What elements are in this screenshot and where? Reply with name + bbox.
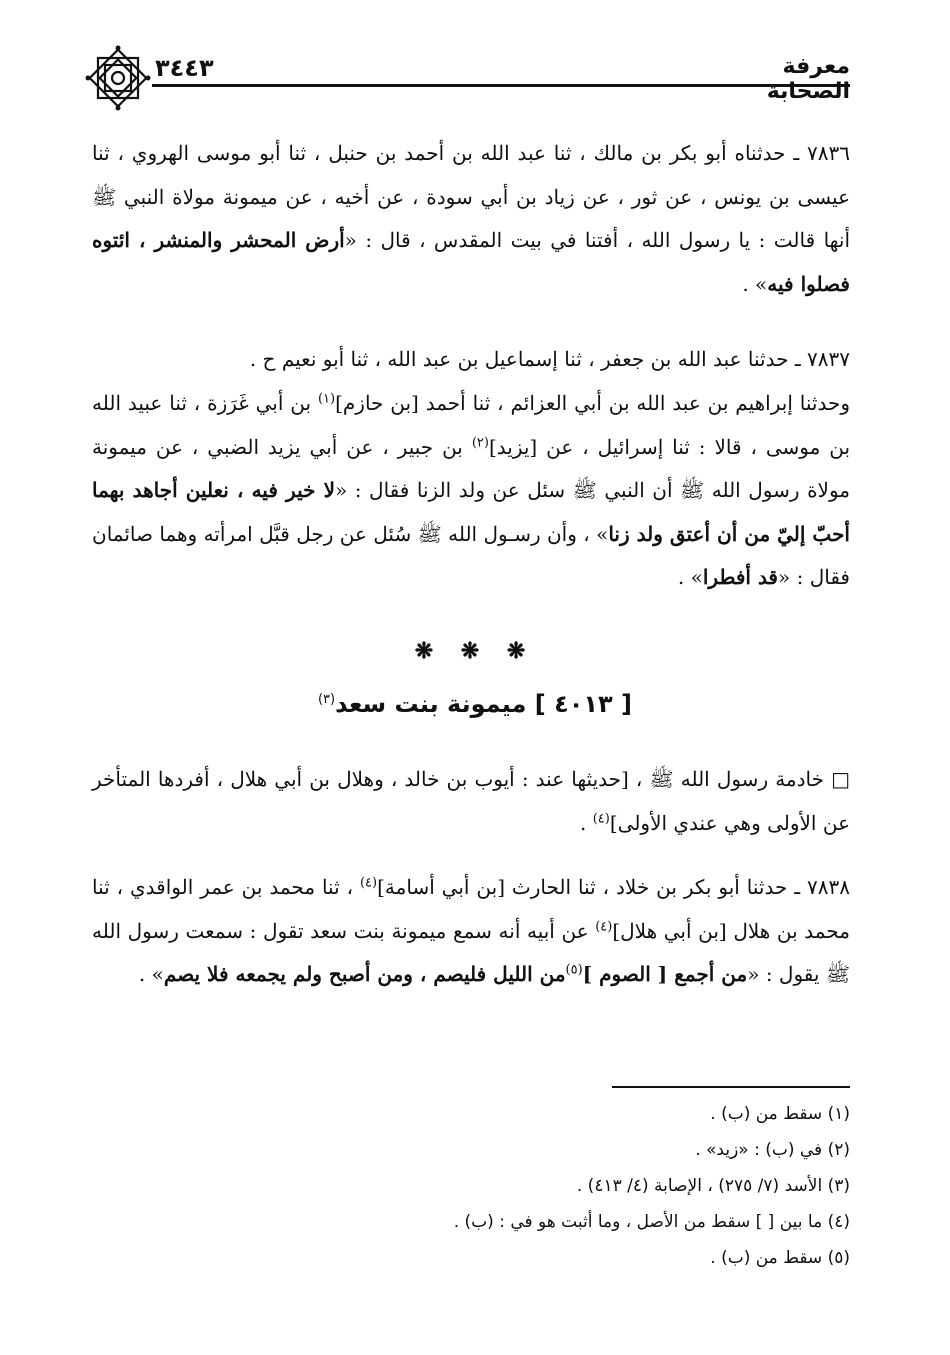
hadith-7837-quote-2: قد أفطرا xyxy=(702,565,778,589)
entry-heading xyxy=(0,690,950,718)
footnote-ref-3: (٣) xyxy=(317,692,336,707)
entry-title: [ ٤٠١٣ ] ميمونة بنت سعد xyxy=(335,690,633,718)
footnotes xyxy=(70,1096,850,1276)
hadith-7837-line1: ٧٨٣٧ ـ حدثنا عبد الله بن جعفر ، ثنا إسماعيل بن عبد الله ، ثنا أبو نعيم ح . xyxy=(249,347,850,371)
page-number: ٣٤٤٣ xyxy=(155,54,214,82)
footnote-5: (٥) سقط من (ب) . xyxy=(710,1248,850,1268)
footnote-ref-4: (٤) xyxy=(592,810,610,826)
hadith-7837-text-4: » ، وأن رسـول الله ﷺ سُئل عن رجل قبَّل امرأته وهما صائمان فقال : « xyxy=(92,521,850,589)
footnote-1: (١) سقط من (ب) . xyxy=(710,1104,850,1124)
footnote-ref-5: (٥) xyxy=(565,962,583,978)
hadith-7837 xyxy=(92,382,850,600)
header-rule xyxy=(152,84,850,87)
footnote-ref-4b: (٤) xyxy=(359,875,378,891)
hadith-7837-text-2: بن أبي غَرَزة ، ثنا عبيد الله بن موسى ، قالا : ثنا إسرائيل ، عن [يزيد] xyxy=(92,391,851,459)
section-separator: ❋ ❋ ❋ xyxy=(414,638,536,664)
hadith-7838 xyxy=(92,866,850,997)
running-head-title: معرفة الصحابة xyxy=(766,54,850,104)
entry-description-end: . xyxy=(579,810,593,835)
footnote-2: (٢) في (ب) : «زيد» . xyxy=(695,1140,850,1160)
footnote-3: (٣) الأسد (٧/ ٢٧٥) ، الإصابة (٤/ ٤١٣) . xyxy=(576,1176,850,1196)
footnote-4: (٤) ما بين [ ] سقط من الأصل ، وما أثبت هو في : (ب) . xyxy=(453,1212,850,1232)
octagram-ornament-icon xyxy=(84,44,152,112)
hadith-7838-text-1: ٧٨٣٨ ـ حدثنا أبو بكر بن خلاد ، ثنا الحارث [بن أبي أسامة] xyxy=(377,875,851,899)
hadith-7838-end: » . xyxy=(138,962,164,986)
hadith-7837-text-3: بن جبير ، عن أبي يزيد الضبي ، عن ميمونة مولاة رسول الله ﷺ أن النبي ﷺ سئل عن ولد الزنا فقال : « xyxy=(92,434,850,502)
hadith-7837-isnad xyxy=(92,338,850,382)
hadith-7837-end: » . xyxy=(677,565,703,589)
hadith-7836-text: ٧٨٣٦ ـ حدثناه أبو بكر بن مالك ، ثنا عبد الله بن أحمد بن حنبل ، ثنا أبو موسى الهروي ، ثنا عيسى بن يونس ، عن ثور ، عن زياد بن أبي سودة ، عن أخيه ، عن ميمونة مولاة النبي ﷺ أنها قالت : يا رسول الله ، أفتنا في بيت المقدس ، قال : « xyxy=(92,141,851,252)
entry-description-text: □ خادمة رسول الله ﷺ ، [حديثها عند : أيوب بن خالد ، وهلال بن أبي هلال ، أفردها المتأخر عن الأولى وهي عندي الأولى] xyxy=(92,767,850,835)
footnote-ref-1: (١) xyxy=(317,391,336,407)
hadith-7838-quote-1: من أجمع [ الصوم ] xyxy=(582,962,748,986)
hadith-7836-quote: أرض المحشر والمنشر ، ائتوه فصلوا فيه xyxy=(92,228,850,296)
hadith-7838-text-2: ، ثنا محمد بن عمر الواقدي ، ثنا محمد بن هلال [بن أبي هلال] xyxy=(92,875,850,943)
hadith-7837-quote-1: لا خير فيه ، نعلين أجاهد بهما أحبّ إليّ من أن أعتق ولد زنا xyxy=(92,478,850,546)
hadith-7836-end: » . xyxy=(742,271,768,296)
hadith-7838-text-3: عن أبيه أنه سمع ميمونة بنت سعد تقول : سمعت رسول الله ﷺ يقول : « xyxy=(92,918,850,986)
hadith-7836 xyxy=(92,132,850,306)
footnote-ref-4c: (٤) xyxy=(595,918,613,934)
footnote-ref-2: (٢) xyxy=(471,434,489,450)
hadith-7837-text-1: وحدثنا إبراهيم بن عبد الله بن أبي العزائم ، ثنا أحمد [بن حازم] xyxy=(335,391,850,415)
hadith-7838-quote-2: من الليل فليصم ، ومن أصبح ولم يجمعه فلا يصم xyxy=(163,962,566,986)
entry-description xyxy=(92,758,850,845)
footnote-rule xyxy=(612,1086,850,1088)
